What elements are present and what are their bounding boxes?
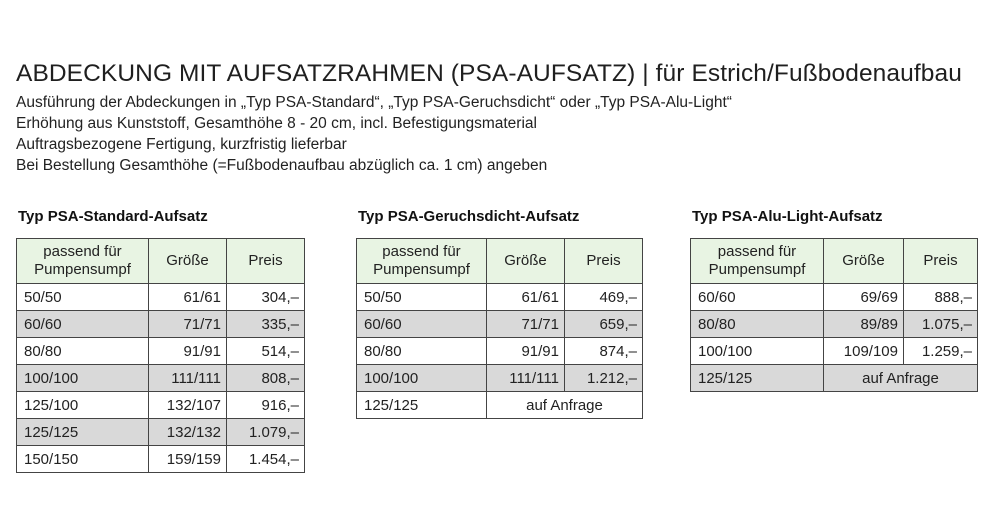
cell-groesse: 69/69: [824, 284, 904, 311]
column-header-preis: Preis: [565, 239, 643, 284]
cell-passend: 100/100: [691, 338, 824, 365]
table-row: [17, 392, 305, 419]
cell-preis: 888,–: [904, 284, 978, 311]
price-table-geruchsdicht: [356, 238, 643, 419]
cell-groesse: 91/91: [149, 338, 227, 365]
cell-passend: 50/50: [357, 284, 487, 311]
cell-preis: 304,–: [227, 284, 305, 311]
table-body: [17, 284, 305, 473]
cell-auf-anfrage: auf Anfrage: [487, 392, 643, 419]
cell-auf-anfrage: auf Anfrage: [824, 365, 978, 392]
description-line: Erhöhung aus Kunststoff, Gesamthöhe 8 - 20 cm, incl. Befestigungsmaterial: [16, 115, 537, 132]
cell-groesse: 71/71: [487, 311, 565, 338]
cell-preis: 916,–: [227, 392, 305, 419]
table-body: [357, 284, 643, 419]
table-heading-geruchsdicht: Typ PSA-Geruchsdicht-Aufsatz: [358, 208, 580, 225]
cell-groesse: 159/159: [149, 446, 227, 473]
cell-passend: 80/80: [357, 338, 487, 365]
cell-passend: 125/125: [357, 392, 487, 419]
cell-preis: 335,–: [227, 311, 305, 338]
table-row: [17, 365, 305, 392]
cell-passend: 80/80: [17, 338, 149, 365]
cell-passend: 100/100: [357, 365, 487, 392]
column-header-groesse: Größe: [149, 239, 227, 284]
description-line: Ausführung der Abdeckungen in „Typ PSA-Standard“, „Typ PSA-Geruchsdicht“ oder „Typ PSA-Alu-Light“: [16, 94, 732, 111]
table-header-row: [691, 239, 978, 284]
cell-groesse: 132/132: [149, 419, 227, 446]
cell-groesse: 71/71: [149, 311, 227, 338]
cell-preis: 1.454,–: [227, 446, 305, 473]
column-header-line: passend für: [382, 243, 461, 260]
column-header-preis: Preis: [904, 239, 978, 284]
column-header-preis: Preis: [227, 239, 305, 284]
table-header-row: [357, 239, 643, 284]
table-row: [357, 365, 643, 392]
cell-preis: 1.259,–: [904, 338, 978, 365]
cell-passend: 125/100: [17, 392, 149, 419]
column-header-line: Pumpensumpf: [708, 261, 806, 278]
column-header-line: passend für: [717, 243, 797, 260]
column-header-line: passend für: [43, 243, 122, 260]
column-header-groesse: Größe: [824, 239, 904, 284]
table-heading-alu-light: Typ PSA-Alu-Light-Aufsatz: [692, 208, 883, 225]
column-header-passend: [17, 239, 149, 284]
description-line: Bei Bestellung Gesamthöhe (=Fußbodenaufbau abzüglich ca. 1 cm) angeben: [16, 157, 548, 174]
column-header-line: Pumpensumpf: [373, 261, 470, 278]
cell-preis: 808,–: [227, 365, 305, 392]
cell-preis: 469,–: [565, 284, 643, 311]
table-row: [357, 338, 643, 365]
cell-passend: 50/50: [17, 284, 149, 311]
table-row: [691, 284, 978, 311]
cell-groesse: 61/61: [149, 284, 227, 311]
table-header-row: [17, 239, 305, 284]
cell-groesse: 89/89: [824, 311, 904, 338]
cell-groesse: 61/61: [487, 284, 565, 311]
cell-preis: 659,–: [565, 311, 643, 338]
cell-passend: 125/125: [691, 365, 824, 392]
table-row: [357, 311, 643, 338]
cell-passend: 80/80: [691, 311, 824, 338]
page-title: ABDECKUNG MIT AUFSATZRAHMEN (PSA-AUFSATZ) | für Estrich/Fußbodenaufbau: [16, 60, 962, 87]
table-block-standard: [16, 208, 305, 473]
table-row: [17, 338, 305, 365]
cell-preis: 514,–: [227, 338, 305, 365]
table-row: [17, 311, 305, 338]
table-body: [691, 284, 978, 392]
price-table-standard: [16, 238, 305, 473]
cell-passend: 150/150: [17, 446, 149, 473]
cell-passend: 60/60: [357, 311, 487, 338]
cell-groesse: 111/111: [149, 365, 227, 392]
cell-preis: 1.212,–: [565, 365, 643, 392]
table-block-geruchsdicht: [356, 208, 643, 419]
cell-preis: 874,–: [565, 338, 643, 365]
cell-groesse: 109/109: [824, 338, 904, 365]
column-header-passend: [691, 239, 824, 284]
cell-passend: 60/60: [17, 311, 149, 338]
column-header-line: Pumpensumpf: [34, 261, 131, 278]
column-header-passend: [357, 239, 487, 284]
table-row: [691, 338, 978, 365]
table-heading-standard: Typ PSA-Standard-Aufsatz: [18, 208, 208, 225]
cell-groesse: 111/111: [487, 365, 565, 392]
table-row: [17, 446, 305, 473]
table-row: [691, 365, 978, 392]
table-row: [357, 284, 643, 311]
column-header-groesse: Größe: [487, 239, 565, 284]
table-block-alu-light: [690, 208, 978, 392]
description-line: Auftragsbezogene Fertigung, kurzfristig lieferbar: [16, 136, 347, 153]
cell-preis: 1.079,–: [227, 419, 305, 446]
cell-passend: 100/100: [17, 365, 149, 392]
description-list: [16, 92, 732, 176]
table-row: [691, 311, 978, 338]
table-row: [357, 392, 643, 419]
price-table-alu-light: [690, 238, 978, 392]
cell-groesse: 132/107: [149, 392, 227, 419]
table-row: [17, 419, 305, 446]
cell-preis: 1.075,–: [904, 311, 978, 338]
cell-groesse: 91/91: [487, 338, 565, 365]
cell-passend: 60/60: [691, 284, 824, 311]
cell-passend: 125/125: [17, 419, 149, 446]
table-row: [17, 284, 305, 311]
